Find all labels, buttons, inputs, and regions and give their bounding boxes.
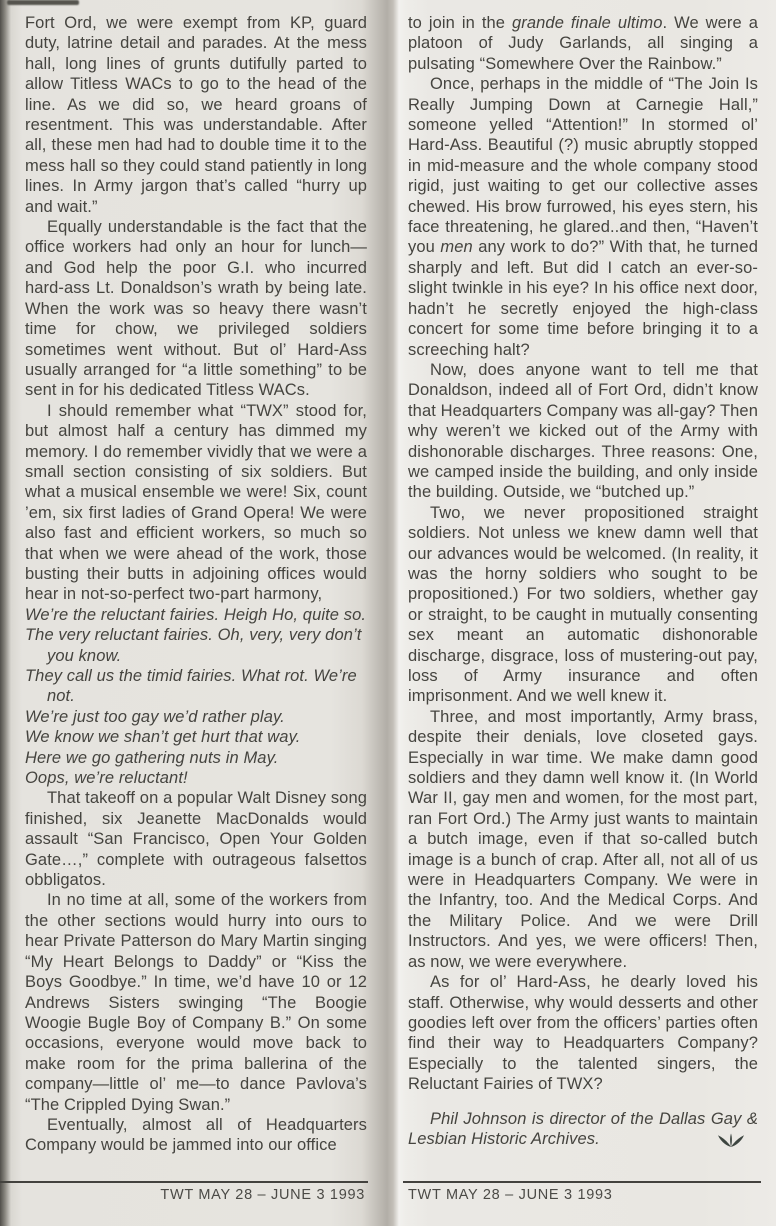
text-segment: any work to do?” With that, he turned sharply and left. But did I catch an ever-so-slight twinkle in his eye? In his office next door, hadn’t he secretly enjoyed the high-class concert for some time before bringing it to a screeching halt? (408, 238, 758, 359)
body-paragraph (408, 707, 758, 972)
verse-line: They call us the timid fairies. What rot. We’re not. (25, 667, 357, 706)
footer-rule-left (0, 1181, 368, 1183)
body-paragraph (25, 788, 367, 890)
verse-line: We’re the reluctant fairies. Heigh Ho, quite so. (25, 605, 367, 624)
verse-line: We’re just too gay we’d rather play. (25, 707, 285, 726)
text-segment: Fort Ord, we were exempt from KP, guard duty, latrine detail and parades. At the mess hall, long lines of grunts dutifully parted to allow Titless WACs to go to the head of the line. As we did so, we heard groans of resentment. This was understandable. After all, these men had had to double time it to the mess hall so they could stand patiently in long lines. In Army jargon that’s called “hurry up and wait.” (25, 14, 367, 216)
verse-line: Here we go gathering nuts in May. (25, 748, 279, 767)
text-segment: Once, perhaps in the middle of “The Join Is Really Jumping Down at Carnegie Hall,” someone yelled “Attention!” In stormed ol’ Hard-Ass. Beautiful (?) music abruptly stopped in mid-measure and the whole company stood rigid, just waiting to get our collective asses chewed. His brow furrowed, his eyes stern, his face threatening, he glared..and then, “Haven’t you (408, 75, 758, 257)
scan-artifact (7, 0, 79, 5)
text-segment: Three, and most importantly, Army brass, despite their denials, love closeted gays. Especially in war time. We make damn good soldiers and they damn well know it. (In World War II, gay men and women, for the most part, ran Fort Ord.) The Army just wants to maintain a butch image, even if that so-called butch image is a bunch of crap. After all, not all of us were in Headquarters Company. We were in the Infantry, too. And the Medical Corps. And the Military Police. And we were Drill Instructors. And yes, we were officers! Then, as now, we were everywhere. (408, 707, 758, 971)
text-segment: Now, does anyone want to tell me that Donaldson, indeed all of Fort Ord, didn’t know that Headquarters Company was all-gay? Then why weren’t we kicked out of the Army with dishonorable discharges. Three reasons: One, we camped inside the building, and only inside the building. Outside, we “butched up.” (408, 360, 758, 502)
text-segment: to join in the (408, 14, 512, 32)
verse-line: Oops, we’re reluctant! (25, 769, 188, 788)
text-segment: That takeoff on a popular Walt Disney song finished, six Jeanette MacDonalds would assault “San Francisco, Open Your Golden Gate…,” complete with outrageous falsettos obbligatos. (25, 789, 367, 890)
footer-rule-right (403, 1181, 761, 1183)
verse-block (25, 605, 367, 789)
credit-text: Phil Johnson is director of the Dallas Gay & Lesbian Historic Archives. (408, 1109, 758, 1148)
body-paragraph (408, 13, 758, 74)
text-segment: Two, we never propositioned straight soldiers. Not unless we knew damn well that our advances would be welcomed. (In reality, it was the horny soldiers who sought to be propositioned.) For two soldiers, whether gay or straight, to be caught in mutually consenting sex meant an automatic dishonorable discharge, disgrace, loss of mustering-out pay, loss of Army insurance and often imprisonment. And we well knew it. (408, 503, 758, 706)
footer-left: TWT MAY 28 – JUNE 3 1993 (160, 1187, 365, 1203)
text-segment: As for ol’ Hard-Ass, he dearly loved his staff. Otherwise, why would desserts and other goodies left over from the officers’ parties often find their way to Headquarters Company? Especially to the talented singers, the Reluctant Fairies of TWX? (408, 973, 758, 1094)
twt-logo-endmark-icon (696, 1133, 744, 1148)
text-segment: I should remember what “TWX” stood for, but almost half a century has dimmed my memory. I do remember vividly that we were a small section consisting of six soldiers. But what a musical ensemble we were! Six, count ’em, six first ladies of Grand Opera! We were also fast and efficient workers, so much so that when we were ahead of the work, those busting their butts in adjoining offices would hear in not-so-perfect two-part harmony, (25, 401, 367, 604)
verse-line: The very reluctant fairies. Oh, very, very don’t you know. (25, 626, 362, 665)
verse-line: We know we shan’t get hurt that way. (25, 728, 301, 747)
body-paragraph (408, 360, 758, 503)
right-column (408, 13, 758, 1149)
body-paragraph (408, 503, 758, 707)
author-credit (408, 1109, 758, 1150)
left-column (25, 13, 367, 1156)
body-paragraph (25, 13, 367, 217)
body-paragraph (408, 74, 758, 360)
text-segment: Eventually, almost all of Headquarters Company would be jammed into our office (25, 1115, 367, 1155)
text-segment: Equally understandable is the fact that the office workers had only an hour for lunch—and God help the poor G.I. who incurred hard-ass Lt. Donaldson’s wrath by being late. When the work was so heavy there wasn’t time for chow, we privileged soldiers sometimes went without. But ol’ Hard-Ass usually arranged for “a little something” to be sent in for his dedicated Titless WACs. (25, 218, 367, 400)
text-segment: In no time at all, some of the workers from the other sections would hurry into ours to hear Private Patterson do Mary Martin singing “My Heart Belongs to Daddy” or “Kiss the Boys Goodbye.” In time, we’d have 10 or 12 Andrews Sisters swinging “The Boogie Woogie Bugle Boy of Company B.” On some occasions, everyone would move back to make room for the prima ballerina of the company—little ol’ me—to dance Pavlova’s “The Crippled Dying Swan.” (25, 891, 367, 1114)
body-paragraph (25, 401, 367, 605)
footer-right: TWT MAY 28 – JUNE 3 1993 (408, 1187, 613, 1203)
body-paragraph (25, 890, 367, 1114)
text-segment: . We were a platoon of Judy Garlands, all singing a pulsating “Somewhere Over the Rainbow.” (408, 14, 758, 73)
body-paragraph (408, 972, 758, 1094)
italic-phrase: men (440, 238, 473, 257)
body-paragraph (25, 1115, 367, 1156)
italic-phrase: grande finale ultimo (512, 14, 663, 32)
body-paragraph (25, 217, 367, 401)
